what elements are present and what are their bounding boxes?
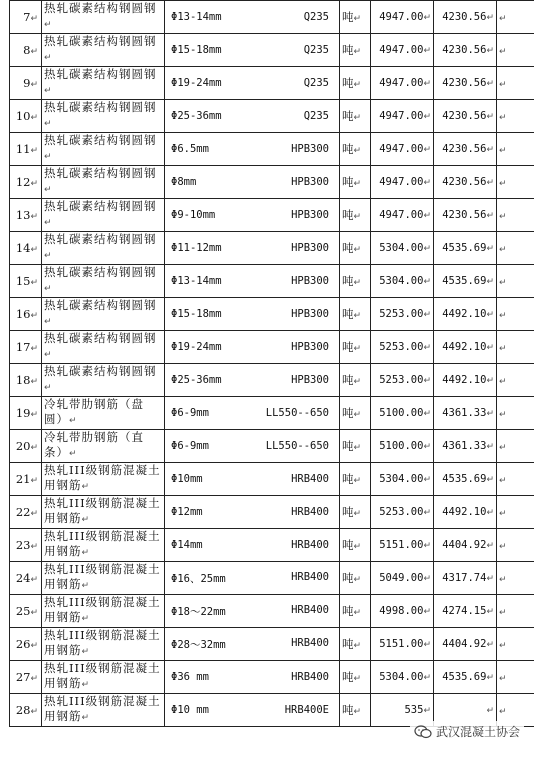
material-name: 热轧III级钢筋混凝土用钢筋↵ bbox=[42, 529, 165, 562]
table-row bbox=[10, 232, 534, 265]
row-number: 27↵ bbox=[10, 661, 42, 694]
price-with-tax: 4947.00↵ bbox=[371, 166, 434, 199]
price-with-tax: 5253.00↵ bbox=[371, 496, 434, 529]
price-without-tax: 4230.56↵ bbox=[434, 133, 497, 166]
extra-cell: ↵ bbox=[497, 34, 534, 67]
spec-grade: HPB300 bbox=[291, 143, 329, 155]
price-without-tax: 4535.69↵ bbox=[434, 661, 497, 694]
watermark bbox=[410, 721, 524, 742]
price-with-tax: 5253.00↵ bbox=[371, 331, 434, 364]
price-table bbox=[9, 0, 534, 727]
row-number: 8↵ bbox=[10, 34, 42, 67]
row-number: 7↵ bbox=[10, 1, 42, 34]
spec-grade: HPB300 bbox=[291, 176, 329, 188]
unit: 吨↵ bbox=[340, 331, 371, 364]
material-name: 热轧III级钢筋混凝土用钢筋↵ bbox=[42, 628, 165, 661]
unit: 吨↵ bbox=[340, 397, 371, 430]
unit: 吨↵ bbox=[340, 265, 371, 298]
spec-grade: HRB400 bbox=[291, 539, 329, 551]
extra-cell: ↵ bbox=[497, 595, 534, 628]
spec-size: Φ18～22mm bbox=[171, 605, 226, 618]
material-name: 热轧碳素结构钢圆钢↵ bbox=[42, 1, 165, 34]
unit: 吨↵ bbox=[340, 298, 371, 331]
table-row bbox=[10, 364, 534, 397]
specification bbox=[165, 694, 340, 727]
extra-cell: ↵ bbox=[497, 67, 534, 100]
specification bbox=[165, 265, 340, 298]
row-number: 16↵ bbox=[10, 298, 42, 331]
row-number: 24↵ bbox=[10, 562, 42, 595]
row-number: 15↵ bbox=[10, 265, 42, 298]
table-row bbox=[10, 298, 534, 331]
spec-grade: HPB300 bbox=[291, 341, 329, 353]
extra-cell: ↵ bbox=[497, 496, 534, 529]
specification bbox=[165, 232, 340, 265]
unit: 吨↵ bbox=[340, 463, 371, 496]
material-name: 热轧碳素结构钢圆钢↵ bbox=[42, 331, 165, 364]
unit: 吨↵ bbox=[340, 1, 371, 34]
unit: 吨↵ bbox=[340, 661, 371, 694]
extra-cell: ↵ bbox=[497, 331, 534, 364]
price-without-tax: 4535.69↵ bbox=[434, 265, 497, 298]
material-name: 热轧III级钢筋混凝土用钢筋↵ bbox=[42, 661, 165, 694]
price-without-tax: 4535.69↵ bbox=[434, 232, 497, 265]
table-row bbox=[10, 133, 534, 166]
unit: 吨↵ bbox=[340, 562, 371, 595]
material-name: 热轧III级钢筋混凝土用钢筋↵ bbox=[42, 694, 165, 727]
material-name: 冷轧带肋钢筋（直条）↵ bbox=[42, 430, 165, 463]
extra-cell: ↵ bbox=[497, 364, 534, 397]
unit: 吨↵ bbox=[340, 595, 371, 628]
extra-cell: ↵ bbox=[497, 166, 534, 199]
material-name: 热轧碳素结构钢圆钢↵ bbox=[42, 298, 165, 331]
price-with-tax: 4947.00↵ bbox=[371, 133, 434, 166]
unit: 吨↵ bbox=[340, 199, 371, 232]
price-without-tax: 4492.10↵ bbox=[434, 496, 497, 529]
spec-size: Φ16、25mm bbox=[171, 572, 226, 585]
price-with-tax: 4947.00↵ bbox=[371, 100, 434, 133]
spec-size: Φ15-18mm bbox=[171, 44, 222, 56]
spec-size: Φ9-10mm bbox=[171, 209, 216, 221]
row-number: 14↵ bbox=[10, 232, 42, 265]
extra-cell: ↵ bbox=[497, 628, 534, 661]
price-with-tax: 4947.00↵ bbox=[371, 67, 434, 100]
price-with-tax: 4947.00↵ bbox=[371, 34, 434, 67]
spec-grade: HPB300 bbox=[291, 308, 329, 320]
extra-cell: ↵ bbox=[497, 100, 534, 133]
spec-size: Φ6-9mm bbox=[171, 407, 209, 419]
material-name: 热轧III级钢筋混凝土用钢筋↵ bbox=[42, 595, 165, 628]
table-row bbox=[10, 331, 534, 364]
spec-size: Φ28～32mm bbox=[171, 638, 226, 651]
price-without-tax: 4492.10↵ bbox=[434, 331, 497, 364]
spec-grade: LL550--650 bbox=[265, 407, 329, 419]
spec-grade: HRB400E bbox=[284, 704, 329, 716]
unit: 吨↵ bbox=[340, 496, 371, 529]
price-without-tax: 4230.56↵ bbox=[434, 67, 497, 100]
price-without-tax: 4317.74↵ bbox=[434, 562, 497, 595]
price-table-body bbox=[10, 1, 534, 727]
spec-size: Φ15-18mm bbox=[171, 308, 222, 320]
price-with-tax: 5049.00↵ bbox=[371, 562, 434, 595]
spec-grade: HRB400 bbox=[291, 671, 329, 683]
specification bbox=[165, 595, 340, 628]
table-row bbox=[10, 595, 534, 628]
specification bbox=[165, 331, 340, 364]
price-with-tax: 5304.00↵ bbox=[371, 463, 434, 496]
material-name: 热轧碳素结构钢圆钢↵ bbox=[42, 133, 165, 166]
price-without-tax: 4274.15↵ bbox=[434, 595, 497, 628]
price-without-tax: 4230.56↵ bbox=[434, 166, 497, 199]
price-without-tax: 4404.92↵ bbox=[434, 529, 497, 562]
spec-size: Φ19-24mm bbox=[171, 77, 222, 89]
price-with-tax: 5151.00↵ bbox=[371, 628, 434, 661]
extra-cell: ↵ bbox=[497, 298, 534, 331]
row-number: 18↵ bbox=[10, 364, 42, 397]
spec-size: Φ13-14mm bbox=[171, 275, 222, 287]
price-with-tax: 5100.00↵ bbox=[371, 397, 434, 430]
unit: 吨↵ bbox=[340, 166, 371, 199]
extra-cell: ↵ bbox=[497, 133, 534, 166]
price-with-tax: 5304.00↵ bbox=[371, 232, 434, 265]
spec-size: Φ14mm bbox=[171, 539, 203, 551]
price-without-tax: 4404.92↵ bbox=[434, 628, 497, 661]
specification bbox=[165, 298, 340, 331]
row-number: 19↵ bbox=[10, 397, 42, 430]
material-name: 热轧碳素结构钢圆钢↵ bbox=[42, 232, 165, 265]
specification bbox=[165, 397, 340, 430]
material-name: 热轧碳素结构钢圆钢↵ bbox=[42, 67, 165, 100]
table-row bbox=[10, 562, 534, 595]
table-row bbox=[10, 34, 534, 67]
extra-cell: ↵ bbox=[497, 397, 534, 430]
specification bbox=[165, 34, 340, 67]
specification bbox=[165, 133, 340, 166]
unit: 吨↵ bbox=[340, 67, 371, 100]
table-row bbox=[10, 529, 534, 562]
specification bbox=[165, 562, 340, 595]
spec-grade: HRB400 bbox=[291, 603, 329, 616]
spec-grade: Q235 bbox=[303, 77, 329, 89]
specification bbox=[165, 199, 340, 232]
table-row bbox=[10, 100, 534, 133]
table-row bbox=[10, 397, 534, 430]
unit: 吨↵ bbox=[340, 628, 371, 661]
table-row bbox=[10, 199, 534, 232]
row-number: 9↵ bbox=[10, 67, 42, 100]
price-with-tax: 5151.00↵ bbox=[371, 529, 434, 562]
row-number: 25↵ bbox=[10, 595, 42, 628]
specification bbox=[165, 496, 340, 529]
price-without-tax: 4492.10↵ bbox=[434, 364, 497, 397]
wechat-icon bbox=[414, 725, 432, 739]
row-number: 26↵ bbox=[10, 628, 42, 661]
row-number: 22↵ bbox=[10, 496, 42, 529]
price-without-tax: 4361.33↵ bbox=[434, 397, 497, 430]
material-name: 冷轧带肋钢筋（盘圆）↵ bbox=[42, 397, 165, 430]
price-without-tax: ↵ bbox=[434, 694, 497, 727]
row-number: 21↵ bbox=[10, 463, 42, 496]
spec-grade: Q235 bbox=[303, 110, 329, 122]
extra-cell: ↵ bbox=[497, 199, 534, 232]
unit: 吨↵ bbox=[340, 529, 371, 562]
spec-grade: HPB300 bbox=[291, 275, 329, 287]
price-with-tax: 5253.00↵ bbox=[371, 364, 434, 397]
material-name: 热轧碳素结构钢圆钢↵ bbox=[42, 34, 165, 67]
spec-size: Φ25-36mm bbox=[171, 374, 222, 386]
spec-grade: HRB400 bbox=[291, 570, 329, 583]
extra-cell: ↵ bbox=[497, 562, 534, 595]
spec-size: Φ8mm bbox=[171, 176, 197, 188]
table-row bbox=[10, 430, 534, 463]
table-row bbox=[10, 166, 534, 199]
spec-grade: Q235 bbox=[303, 11, 329, 23]
material-name: 热轧碳素结构钢圆钢↵ bbox=[42, 199, 165, 232]
row-number: 13↵ bbox=[10, 199, 42, 232]
specification bbox=[165, 67, 340, 100]
spec-size: Φ19-24mm bbox=[171, 341, 222, 353]
specification bbox=[165, 661, 340, 694]
unit: 吨↵ bbox=[340, 133, 371, 166]
extra-cell: ↵ bbox=[497, 1, 534, 34]
specification bbox=[165, 100, 340, 133]
extra-cell: ↵ bbox=[497, 463, 534, 496]
extra-cell: ↵ bbox=[497, 529, 534, 562]
table-row bbox=[10, 463, 534, 496]
specification bbox=[165, 529, 340, 562]
material-name: 热轧碳素结构钢圆钢↵ bbox=[42, 100, 165, 133]
row-number: 12↵ bbox=[10, 166, 42, 199]
price-without-tax: 4361.33↵ bbox=[434, 430, 497, 463]
row-number: 11↵ bbox=[10, 133, 42, 166]
price-without-tax: 4535.69↵ bbox=[434, 463, 497, 496]
price-with-tax: 5304.00↵ bbox=[371, 661, 434, 694]
spec-grade: HRB400 bbox=[291, 506, 329, 518]
row-number: 23↵ bbox=[10, 529, 42, 562]
unit: 吨↵ bbox=[340, 694, 371, 727]
spec-size: Φ10mm bbox=[171, 473, 203, 485]
spec-size: Φ6-9mm bbox=[171, 440, 209, 452]
watermark-text: 武汉混凝土协会 bbox=[435, 725, 520, 739]
extra-cell: ↵ bbox=[497, 430, 534, 463]
spec-size: Φ12mm bbox=[171, 506, 203, 518]
extra-cell: ↵ bbox=[497, 265, 534, 298]
table-row bbox=[10, 661, 534, 694]
specification bbox=[165, 430, 340, 463]
extra-cell: ↵ bbox=[497, 661, 534, 694]
extra-cell: ↵ bbox=[497, 232, 534, 265]
price-without-tax: 4230.56↵ bbox=[434, 100, 497, 133]
table-row bbox=[10, 67, 534, 100]
material-name: 热轧碳素结构钢圆钢↵ bbox=[42, 166, 165, 199]
specification bbox=[165, 166, 340, 199]
table-row bbox=[10, 1, 534, 34]
price-with-tax: 5304.00↵ bbox=[371, 265, 434, 298]
spec-grade: HRB400 bbox=[291, 473, 329, 485]
material-name: 热轧碳素结构钢圆钢↵ bbox=[42, 265, 165, 298]
table-row bbox=[10, 628, 534, 661]
price-without-tax: 4492.10↵ bbox=[434, 298, 497, 331]
specification bbox=[165, 1, 340, 34]
row-number: 17↵ bbox=[10, 331, 42, 364]
table-row bbox=[10, 265, 534, 298]
unit: 吨↵ bbox=[340, 232, 371, 265]
spec-grade: HPB300 bbox=[291, 374, 329, 386]
specification bbox=[165, 628, 340, 661]
price-without-tax: 4230.56↵ bbox=[434, 1, 497, 34]
price-without-tax: 4230.56↵ bbox=[434, 199, 497, 232]
price-without-tax: 4230.56↵ bbox=[434, 34, 497, 67]
unit: 吨↵ bbox=[340, 34, 371, 67]
unit: 吨↵ bbox=[340, 100, 371, 133]
material-name: 热轧碳素结构钢圆钢↵ bbox=[42, 364, 165, 397]
specification bbox=[165, 364, 340, 397]
spec-size: Φ13-14mm bbox=[171, 11, 222, 23]
price-with-tax: 4998.00↵ bbox=[371, 595, 434, 628]
spec-grade: HPB300 bbox=[291, 209, 329, 221]
row-number: 10↵ bbox=[10, 100, 42, 133]
row-number: 20↵ bbox=[10, 430, 42, 463]
price-with-tax: 4947.00↵ bbox=[371, 1, 434, 34]
spec-size: Φ36 mm bbox=[171, 671, 209, 683]
spec-grade: LL550--650 bbox=[265, 440, 329, 452]
spec-size: Φ25-36mm bbox=[171, 110, 222, 122]
unit: 吨↵ bbox=[340, 364, 371, 397]
unit: 吨↵ bbox=[340, 430, 371, 463]
price-with-tax: 535↵ bbox=[371, 694, 434, 727]
specification bbox=[165, 463, 340, 496]
spec-grade: HPB300 bbox=[291, 242, 329, 254]
material-name: 热轧III级钢筋混凝土用钢筋↵ bbox=[42, 496, 165, 529]
spec-size: Φ11-12mm bbox=[171, 242, 222, 254]
row-number: 28↵ bbox=[10, 694, 42, 727]
extra-cell: ↵ bbox=[497, 694, 534, 727]
table-row bbox=[10, 496, 534, 529]
price-with-tax: 5253.00↵ bbox=[371, 298, 434, 331]
spec-size: Φ10 mm bbox=[171, 704, 209, 716]
price-with-tax: 5100.00↵ bbox=[371, 430, 434, 463]
price-with-tax: 4947.00↵ bbox=[371, 199, 434, 232]
material-name: 热轧III级钢筋混凝土用钢筋↵ bbox=[42, 562, 165, 595]
spec-grade: HRB400 bbox=[291, 636, 329, 649]
material-name: 热轧III级钢筋混凝土用钢筋↵ bbox=[42, 463, 165, 496]
spec-size: Φ6.5mm bbox=[171, 143, 209, 155]
spec-grade: Q235 bbox=[303, 44, 329, 56]
